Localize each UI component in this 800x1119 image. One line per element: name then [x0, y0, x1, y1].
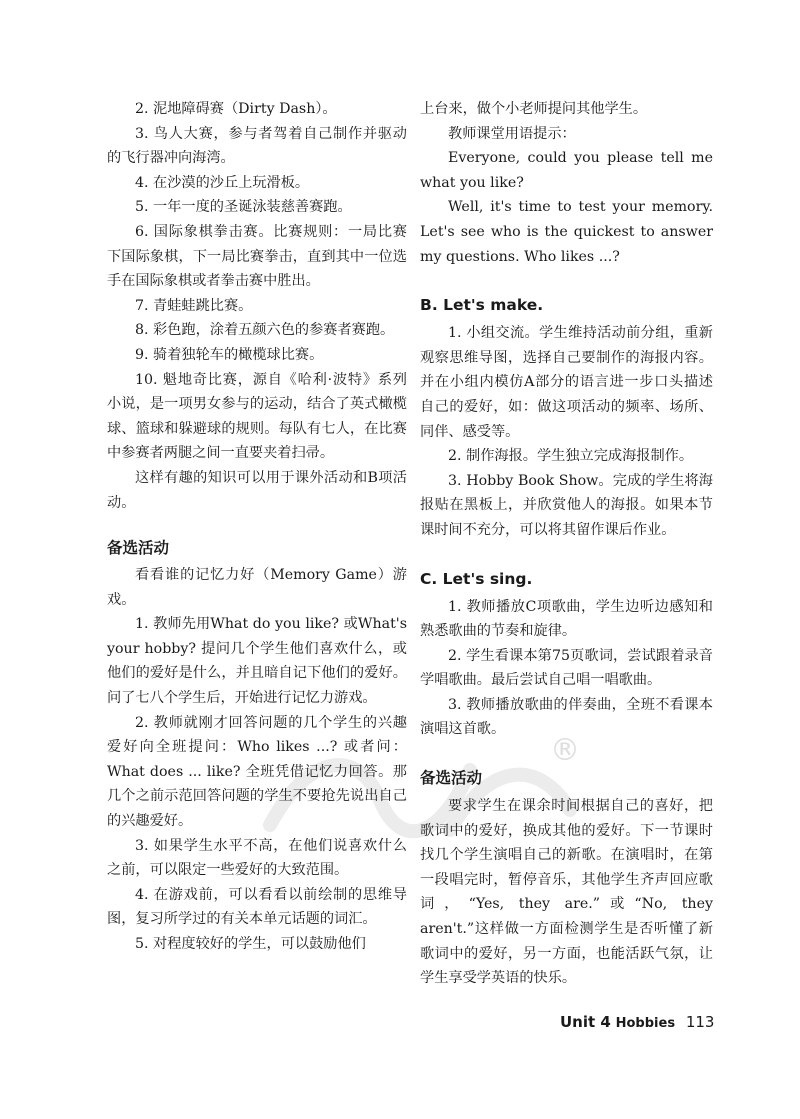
paragraph: 要求学生在课余时间根据自己的喜好，把歌词中的爱好，换成其他的爱好。下一节课时找几个学生演唱自己的新歌。在演唱时，在第一段唱完时，暂停音乐，其他学生齐声回应歌词，“Yes, they are.”或“No, they aren't.”这样做一方面检测学生是否听懂了新歌词中的爱好，另一方面，也能活跃气氛，让学生享受学英语的快乐。	[420, 798, 713, 987]
paragraph: 10. 魁地奇比赛，源自《哈利·波特》系列小说，是一项男女参与的运动，结合了英式橄榄球、篮球和躲避球的规则。每队有七人，在比赛中参赛者两腿之间一直要夹着扫帚。	[107, 371, 407, 462]
paragraph: 2. 制作海报。学生独立完成海报制作。	[448, 448, 694, 465]
paragraph: 6. 国际象棋拳击赛。比赛规则：一局比赛下国际象棋，下一局比赛拳击，直到其中一位选手在国际象棋或者拳击赛中胜出。	[107, 223, 407, 290]
footer-unit: Unit 4	[560, 1013, 611, 1031]
paragraph: 3. Hobby Book Show。完成的学生将海报贴在黑板上，并欣赏他人的海报。如果本节课时间不充分，可以将其留作课后作业。	[420, 472, 713, 538]
paragraph: 2. 学生看课本第75页歌词，尝试跟着录音学唱歌曲。最后尝试自己唱一唱歌曲。	[420, 647, 713, 689]
paragraph: 5. 一年一度的圣诞泳装慈善赛跑。	[135, 199, 352, 216]
paragraph: 2. 泥地障碍赛（Dirty Dash）。	[135, 101, 337, 117]
right-column	[420, 97, 713, 991]
footer-title: Hobbies	[615, 1016, 676, 1031]
section-heading: C. Let's sing.	[420, 569, 533, 588]
paragraph: 1. 小组交流。学生维持活动前分组，重新观察思维导图，选择自己要制作的海报内容。并在小组内模仿A部分的语言进一步口头描述自己的爱好，如：做这项活动的频率、场所、同伴、感受等。	[420, 325, 713, 440]
page-footer	[560, 1013, 714, 1031]
paragraph: 4. 在沙漠的沙丘上玩滑板。	[135, 174, 310, 191]
paragraph: 3. 教师播放歌曲的伴奏曲，全班不看课本演唱这首歌。	[420, 696, 713, 738]
section-heading: B. Let's make.	[420, 296, 544, 315]
paragraph: 5. 对程度较好的学生，可以鼓励他们	[135, 936, 366, 952]
page-number: 113	[685, 1013, 715, 1031]
registered-mark: ®	[550, 733, 580, 768]
paragraph: Well, it's time to test your memory. Let's see who is the quickest to answer my questions. Who likes ...?	[420, 199, 713, 265]
paragraph: 这样有趣的知识可以用于课外活动和B项活动。	[107, 469, 407, 511]
paragraph: 3. 如果学生水平不高，在他们说喜欢什么之前，可以限定一些爱好的大致范围。	[107, 837, 407, 879]
paragraph: 8. 彩色跑，涂着五颜六色的参赛者赛跑。	[135, 322, 395, 339]
paragraph: Everyone, could you please tell me what you like?	[420, 150, 713, 191]
paragraph: 教师课堂用语提示：	[448, 125, 576, 142]
paragraph: 上台来，做个小老师提问其他学生。	[420, 101, 648, 117]
left-column	[107, 97, 407, 957]
paragraph: 1. 教师先用What do you like? 或What's your hobby? 提问几个学生他们喜欢什么，或他们的爱好是什么，并且暗自记下他们的爱好。问了七八个学生后，开始进行记忆力游戏。	[107, 616, 407, 707]
paragraph: 3. 鸟人大赛，参与者驾着自己制作并驱动的飞行器冲向海湾。	[107, 125, 407, 167]
paragraph: 看看谁的记忆力好（Memory Game）游戏。	[107, 567, 407, 608]
section-heading: 备选活动	[420, 769, 483, 788]
paragraph: 7. 青蛙蛙跳比赛。	[135, 297, 253, 314]
section-heading: 备选活动	[107, 539, 170, 558]
paragraph: 4. 在游戏前，可以看看以前绘制的思维导图，复习所学过的有关本单元话题的词汇。	[107, 886, 407, 928]
paragraph: 1. 教师播放C项歌曲，学生边听边感知和熟悉歌曲的节奏和旋律。	[420, 598, 713, 640]
paragraph: 9. 骑着独轮车的橄榄球比赛。	[135, 346, 324, 363]
paragraph: 2. 教师就刚才回答问题的几个学生的兴趣爱好向全班提问：Who likes ...? 或者问：What does ... like? 全班凭借记忆力回答。那几个之前示范回答问题的学生不要抢先说出自己的兴趣爱好。	[107, 714, 407, 830]
